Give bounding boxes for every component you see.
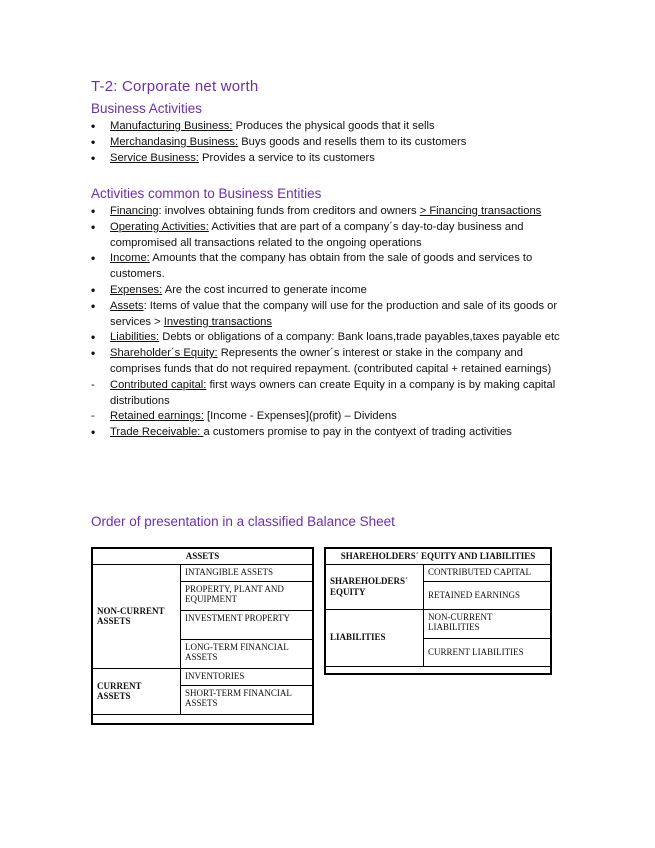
heading-common-activities: Activities common to Business Entities (91, 186, 322, 201)
assets-table-border (91, 547, 314, 725)
bullet-icon: • (91, 204, 96, 218)
bullet-icon: • (91, 330, 96, 345)
term: Expenses: (110, 283, 163, 296)
common-activities-list (91, 204, 571, 441)
term: Financing (110, 205, 159, 217)
list-item (91, 251, 571, 283)
list-item (91, 135, 571, 151)
description: a customers promise to pay in the contyext of trading activities (203, 426, 512, 439)
list-item (91, 220, 571, 252)
asset-item: LONG-TERM FINANCIAL ASSETS (181, 639, 313, 668)
dash-marker: - (91, 378, 95, 391)
liabilities-label: LIABILITIES (326, 609, 424, 666)
equity-item: RETAINED EARNINGS (424, 581, 551, 609)
dash-marker: - (91, 410, 95, 423)
list-item (91, 425, 571, 441)
description: [Income - Expenses](profit) – Dividens (203, 410, 397, 423)
bullet-icon: • (91, 251, 96, 266)
term: Liabilities: (110, 331, 160, 344)
term: Operating Activities: (110, 220, 209, 233)
term: Trade Receivable: (110, 426, 204, 439)
description: : involves obtaining funds from creditors and owners (158, 205, 420, 217)
list-item (91, 378, 571, 410)
list-item (91, 204, 571, 220)
term: Income: (110, 252, 150, 265)
term: Shareholder´s Equity: (110, 347, 218, 360)
liability-item: NON-CURRENT LIABILITIES (424, 609, 551, 638)
equity-liabilities-header: SHAREHOLDERS´ EQUITY AND LIABILITIES (326, 549, 551, 565)
heading-business-activities: Business Activities (91, 101, 203, 116)
bullet-icon: • (91, 150, 96, 165)
equity-table-border (324, 547, 552, 675)
description: first ways owners can create Equity in a company is by making capital distributions (110, 378, 556, 407)
bullet-icon: • (91, 119, 96, 133)
description: Amounts that the company has obtain from the sale of goods and services to customers. (110, 252, 533, 281)
list-item (91, 151, 571, 167)
list-item (91, 409, 571, 425)
list-item (91, 346, 571, 378)
bullet-icon: • (91, 425, 96, 440)
transaction-link-text: Investing transactions (163, 315, 272, 328)
asset-item: PROPERTY, PLANT AND EQUIPMENT (181, 581, 313, 610)
noncurrent-assets-label: NON-CURRENT ASSETS (93, 564, 181, 668)
bullet-icon: • (91, 346, 96, 361)
current-assets-label: CURRENT ASSETS (93, 668, 181, 714)
bullet-icon: • (91, 282, 96, 297)
page-title: T-2: Corporate net worth (91, 78, 259, 95)
description: : Items of value that the company will use for the production and sale of its goods or services > (110, 299, 558, 328)
asset-item: INVESTMENT PROPERTY (181, 610, 313, 639)
list-item (91, 283, 571, 299)
description: Produces the physical goods that it sells (232, 120, 435, 132)
asset-item: SHORT-TERM FINANCIAL ASSETS (181, 685, 313, 714)
heading-balance-sheet: Order of presentation in a classified Balance Sheet (91, 514, 395, 529)
description: Activities that are part of a company´s day-to-day business and compromised all transactions related to the ongoing operations (110, 220, 524, 249)
assets-header: ASSETS (93, 549, 313, 565)
description: Buys goods and resells them to its customers (238, 135, 467, 148)
term: Service Business: (110, 151, 199, 164)
equity-item: CONTRIBUTED CAPITAL (424, 564, 551, 581)
description: Are the cost incurred to generate income (162, 283, 367, 296)
term: Assets (110, 299, 144, 312)
transaction-link-text: > Financing transactions (419, 205, 542, 217)
list-item (91, 330, 571, 346)
term: Retained earnings: (110, 410, 204, 423)
asset-item: INVENTORIES (181, 668, 313, 685)
description: Represents the owner´s interest or stake in the company and comprises funds that do not required repayment. (contributed capital + retained earnings) (110, 347, 552, 375)
shareholders-equity-label: SHAREHOLDERS´ EQUITY (326, 564, 424, 609)
business-activities-list (91, 119, 571, 166)
asset-item: INTANGIBLE ASSETS (181, 564, 313, 581)
description: Debts or obligations of a company: Bank loans,trade payables,taxes payable etc (159, 331, 560, 344)
bullet-icon: • (91, 219, 96, 234)
term: Manufacturing Business: (110, 120, 233, 132)
list-item (91, 299, 571, 331)
term: Merchandasing Business: (110, 135, 239, 148)
term: Contributed capital: (110, 378, 207, 391)
bullet-icon: • (91, 298, 96, 313)
list-item (91, 119, 571, 135)
liability-item: CURRENT LIABILITIES (424, 638, 551, 666)
description: Provides a service to its customers (198, 151, 375, 164)
bullet-icon: • (91, 134, 96, 149)
